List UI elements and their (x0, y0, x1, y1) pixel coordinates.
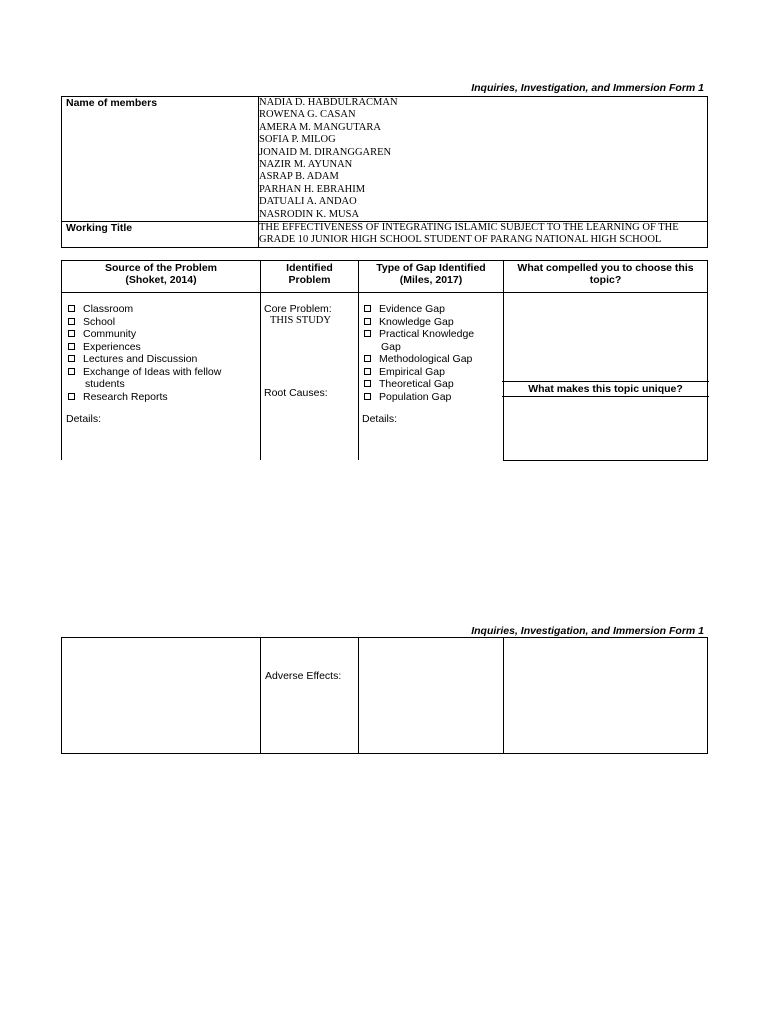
member-name: ROWENA G. CASAN (259, 109, 356, 121)
source-label: students (85, 378, 125, 390)
gap-item[interactable] (362, 328, 502, 341)
identified-header-line: Problem (288, 274, 331, 286)
checkbox-icon[interactable] (68, 330, 75, 337)
source-label: Experiences (83, 340, 141, 353)
member-name: JONAID M. DIRANGGAREN (259, 146, 392, 158)
checkbox-icon[interactable] (364, 368, 371, 375)
gap-label: Theoretical Gap (379, 378, 454, 390)
source-item[interactable] (66, 341, 256, 354)
identified-column (260, 292, 359, 460)
member-name: ASRAP B. ADAM (259, 171, 339, 183)
source-label: Community (83, 328, 137, 340)
source-label: Classroom (83, 303, 134, 315)
gap-item[interactable] (362, 303, 502, 316)
form-title: Inquiries, Investigation, and Immersion Form 1 (471, 82, 704, 94)
compelled-header-line: What compelled you to choose this (517, 262, 694, 274)
checkbox-icon[interactable] (364, 305, 371, 312)
source-item[interactable] (66, 353, 256, 366)
working-title-value (259, 222, 707, 247)
compelled-header-line: topic? (589, 274, 622, 286)
checkbox-icon[interactable] (68, 318, 75, 325)
working-title-line: THE EFFECTIVENESS OF INTEGRATING ISLAMIC SUBJECT TO THE LEARNING OF THE (259, 221, 679, 233)
source-item[interactable] (66, 391, 256, 404)
member-name: NADIA D. HABDULRACMAN (259, 97, 398, 108)
gap-label: Gap (381, 340, 401, 353)
members-table (61, 96, 708, 248)
gap-header (358, 260, 504, 293)
problem-grid (61, 260, 708, 461)
core-problem-label: Core Problem: (264, 303, 332, 315)
gap-item[interactable] (362, 366, 502, 379)
checkbox-icon[interactable] (364, 355, 371, 362)
unique-header: What makes this topic unique? (502, 381, 709, 397)
member-name: NAZIR M. AYUNAN (259, 158, 353, 170)
gap-label: Population Gap (379, 390, 452, 403)
details-label: Details: (66, 413, 102, 425)
source-label: School (83, 315, 116, 328)
source-label: Research Reports (83, 390, 168, 403)
checkbox-icon[interactable] (68, 343, 75, 350)
source-label: Exchange of Ideas with fellow (83, 365, 222, 378)
details-label: Details: (362, 413, 398, 425)
gap-label: Evidence Gap (379, 303, 445, 315)
source-item[interactable] (66, 316, 256, 329)
source-item[interactable] (66, 366, 256, 379)
members-row (62, 97, 707, 222)
gap-header-line: (Miles, 2017) (399, 274, 463, 286)
checkbox-icon[interactable] (364, 318, 371, 325)
checkbox-icon[interactable] (68, 368, 75, 375)
gap-item[interactable] (362, 378, 502, 391)
source-item-continued (66, 378, 256, 391)
members-list (259, 97, 707, 221)
column-divider (260, 638, 261, 753)
checkbox-icon[interactable] (68, 393, 75, 400)
source-header-line: Source of the Problem (104, 262, 218, 274)
core-problem-value: THIS STUDY (270, 315, 331, 326)
member-name: PARHAN H. EBRAHIM (259, 183, 366, 195)
identified-header (260, 260, 359, 293)
checkbox-icon[interactable] (364, 330, 371, 337)
source-label: Lectures and Discussion (83, 353, 198, 365)
form-title: Inquiries, Investigation, and Immersion Form 1 (471, 625, 704, 637)
gap-label: Methodological Gap (379, 353, 473, 365)
gap-label: Knowledge Gap (379, 315, 454, 328)
source-item[interactable] (66, 328, 256, 341)
working-title-line: GRADE 10 JUNIOR HIGH SCHOOL STUDENT OF PARANG NATIONAL HIGH SCHOOL (259, 234, 662, 246)
adverse-effects-label: Adverse Effects: (265, 670, 342, 682)
gap-item[interactable] (362, 316, 502, 329)
gap-item[interactable] (362, 353, 502, 366)
column-divider (503, 638, 504, 753)
member-name: SOFIA P. MILOG (259, 134, 336, 146)
member-name: AMERA M. MANGUTARA (259, 121, 381, 133)
gap-column (358, 292, 504, 460)
working-title-label: Working Title (62, 222, 259, 247)
checkbox-icon[interactable] (68, 305, 75, 312)
gap-item-continued (362, 341, 502, 354)
identified-header-line: Identified (286, 262, 333, 274)
gap-label: Empirical Gap (379, 365, 445, 378)
compelled-header (503, 260, 708, 293)
source-header (61, 260, 261, 293)
gap-item[interactable] (362, 391, 502, 404)
root-causes-label: Root Causes: (264, 387, 328, 399)
member-name: DATUALI A. ANDAO (259, 196, 357, 208)
working-title-row (62, 222, 707, 247)
gap-header-line: Type of Gap Identified (376, 262, 486, 274)
member-name: NASRODIN K. MUSA (259, 208, 360, 220)
problem-grid-continued (61, 637, 708, 754)
checkbox-icon[interactable] (68, 355, 75, 362)
column-divider (358, 638, 359, 753)
checkbox-icon[interactable] (364, 393, 371, 400)
checkbox-icon[interactable] (364, 380, 371, 387)
gap-label: Practical Knowledge (379, 328, 475, 340)
source-item[interactable] (66, 303, 256, 316)
compelled-column[interactable] (503, 292, 708, 461)
members-label: Name of members (62, 97, 259, 221)
source-header-line: (Shoket, 2014) (125, 274, 197, 286)
source-column (61, 292, 261, 460)
